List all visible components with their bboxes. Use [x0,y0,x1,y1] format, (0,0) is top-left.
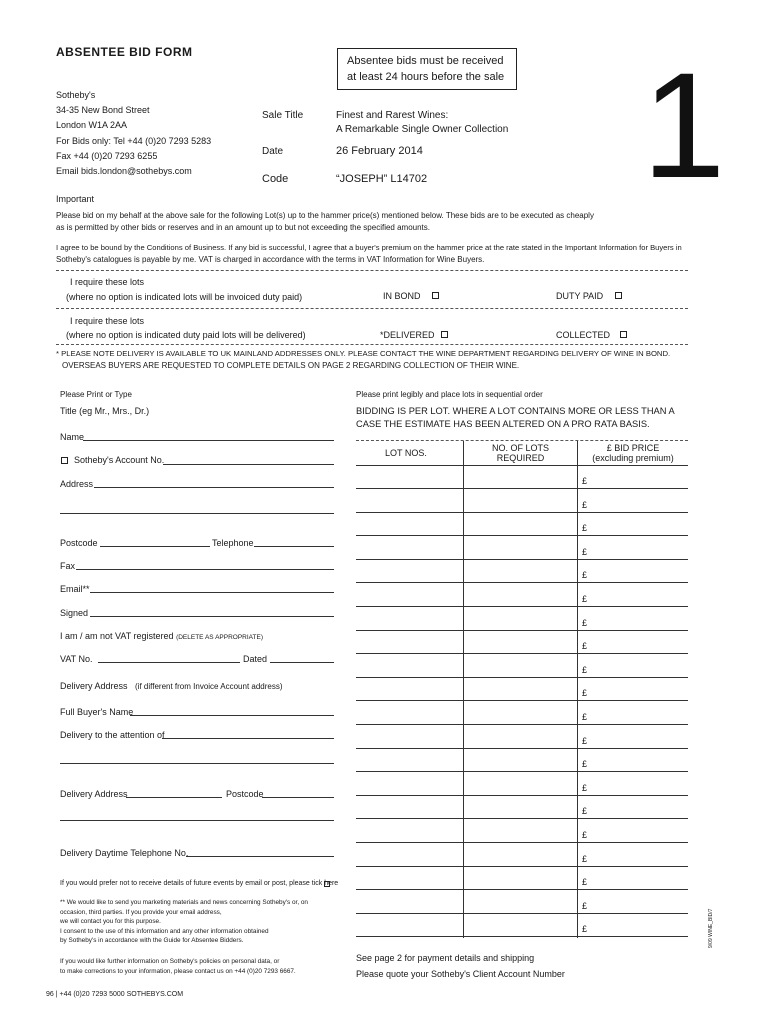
delivery-note-line1: * PLEASE NOTE DELIVERY IS AVAILABLE TO UK MAINLAND ADDRESSES ONLY. PLEASE CONTACT THE WINE DEPARTMENT REGARDING DELIVERY OF WINE IN BOND. [56,349,671,358]
col-no-of-lots [464,443,577,463]
duty-paid-label: DUTY PAID [556,291,604,301]
personal-data-line: to make corrections to your information, please contact us on +44 (0)20 7293 6667. [60,968,296,975]
important-p1-line2: as is permitted by other bids or reserves and in an amount up to but not exceeding the specified amounts. [56,223,430,232]
delivery-address-heading [60,681,283,691]
bid-row-line[interactable] [356,700,688,701]
address-field-label: Address [60,479,94,489]
address-line: London W1A 2AA [56,120,128,131]
bid-price-currency: £ [582,641,588,651]
delivery-address-title: Delivery Address [60,681,128,691]
bid-table-col-divider [577,441,578,938]
bid-row-line[interactable] [356,677,688,678]
bid-row-line[interactable] [356,795,688,796]
personal-data-text [60,957,296,977]
option1-subtitle: (where no option is indicated lots will be invoiced duty paid) [66,292,303,302]
option2-subtitle: (where no option is indicated duty paid lots will be delivered) [66,330,306,340]
bid-row-line[interactable] [356,818,688,819]
col-bid-price-line2: (excluding premium) [592,453,674,463]
important-p1-line1: Please bid on my behalf at the above sale for the following Lot(s) up to the hammer price(s) mentioned below. These bids are to be executed as cheaply [56,211,594,220]
address-line: For Bids only: Tel +44 (0)20 7293 5283 [56,135,212,146]
delivery-phone-label: Delivery Daytime Telephone No. [60,848,189,858]
full-buyer-name-label: Full Buyer's Name [60,707,134,717]
bid-row-line[interactable] [356,842,688,843]
delivery-address-label: Delivery Address [60,789,128,799]
personal-data-line: If you would like further information on Sotheby's policies on personal data, or [60,958,280,965]
col-bid-price-line1: £ BID PRICE [606,443,660,453]
account-no-field[interactable] [163,464,334,465]
marketing-line: occasion, third parties. If you provide your email address, [60,908,222,916]
bid-row-line[interactable] [356,866,688,867]
form-title: ABSENTEE BID FORM [56,45,193,59]
bid-row-line[interactable] [356,913,688,914]
bid-price-currency: £ [582,712,588,722]
delivery-postcode-label: Postcode [226,789,264,799]
col-lot-nos: LOT NOS. [385,448,427,458]
bid-row-line[interactable] [356,606,688,607]
vat-registered-text: I am / am not VAT registered [60,631,174,641]
divider [56,270,688,271]
bidding-notice-line2: CASE THE ESTIMATE HAS BEEN ALTERED ON A PRO RATA BASIS. [356,419,650,429]
marketing-consent-text [60,898,308,946]
delivered-label: *DELIVERED [380,330,435,340]
bid-row-line[interactable] [356,936,688,937]
name-field[interactable] [83,440,334,441]
bid-table-header-rule [356,465,688,466]
bid-table-col-divider [463,441,464,938]
bid-price-currency: £ [582,854,588,864]
bid-price-currency: £ [582,665,588,675]
option2-title: I require these lots [70,316,145,326]
bidding-notice-line1: BIDDING IS PER LOT. WHERE A LOT CONTAINS MORE OR LESS THAN A [356,406,675,416]
postcode-field[interactable] [100,546,210,547]
sale-date-label: Date [262,146,284,157]
account-no-label: Sotheby's Account No. [74,455,165,465]
delivery-postcode-field[interactable] [262,797,334,798]
bid-price-currency: £ [582,500,588,510]
client-account-note: Please quote your Sotheby's Client Account Number [356,969,565,979]
sale-title-value-2: A Remarkable Single Owner Collection [336,124,509,135]
bid-price-currency: £ [582,618,588,628]
important-p2-line2: Sotheby's catalogues is payable by me. VAT is charged in accordance with the terms in VAT Information for Wine Buyers. [56,255,485,264]
bid-price-currency: £ [582,759,588,769]
delivery-attention-label: Delivery to the attention of [60,730,165,740]
vat-no-field[interactable] [98,662,240,663]
deadline-notice-line2: at least 24 hours before the sale [347,71,505,83]
bid-price-currency: £ [582,877,588,887]
marketing-line: we will contact you for this purpose. [60,918,161,925]
delivery-attention-field[interactable] [162,738,334,739]
bid-row-line[interactable] [356,512,688,513]
delivery-note-line2: OVERSEAS BUYERS ARE REQUESTED TO COMPLETE DETAILS ON PAGE 2 REGARDING COLLECTION OF THEIR WINE. [62,361,520,370]
marketing-line: by Sotheby's in accordance with the Guide for Absentee Bidders. [60,937,244,944]
bid-price-currency: £ [582,570,588,580]
deadline-notice-line1: Absentee bids must be received [347,55,504,67]
bid-row-line[interactable] [356,535,688,536]
delivery-phone-field[interactable] [186,856,334,857]
address-line: Email bids.london@sothebys.com [56,166,192,177]
delivery-address-field-line2[interactable] [60,820,334,821]
collected-checkbox[interactable] [620,331,627,338]
deadline-notice-box [337,48,517,90]
bid-price-currency: £ [582,806,588,816]
divider [56,344,688,345]
optout-checkbox[interactable] [324,881,330,887]
col-bid-price [578,443,688,463]
telephone-field[interactable] [254,546,334,547]
email-field[interactable] [90,592,334,593]
bid-row-line[interactable] [356,488,688,489]
duty-paid-checkbox[interactable] [615,292,622,299]
address-line: Fax +44 (0)20 7293 6255 [56,150,158,161]
bid-price-currency: £ [582,594,588,604]
bid-row-line[interactable] [356,748,688,749]
col-no-of-lots-line1: NO. OF LOTS [491,443,549,453]
name-field-label: Name [60,432,85,442]
title-field-label: Title (eg Mr., Mrs., Dr.) [60,406,150,416]
collected-label: COLLECTED [556,330,611,340]
vat-no-label: VAT No. [60,654,93,664]
bid-price-currency: £ [582,547,588,557]
marketing-line: ** We would like to send you marketing materials and news concerning Sotheby's or, on [60,899,308,906]
fax-label: Fax [60,561,76,571]
divider [56,308,688,309]
delivery-attention-field-line2[interactable] [60,763,334,764]
delivery-address-note: (if different from Invoice Account address) [135,682,283,691]
important-p2-line1: I agree to be bound by the Conditions of Business. If any bid is successful, I agree that a buyer's premium on the hammer price at the rate stated in the Important Information for Buyers in [56,243,682,252]
delivered-checkbox[interactable] [441,331,448,338]
in-bond-checkbox[interactable] [432,292,439,299]
sale-date-value: 26 February 2014 [336,145,423,157]
sale-title-label: Sale Title [262,110,304,121]
bid-row-line[interactable] [356,559,688,560]
sale-title-value-1: Finest and Rarest Wines: [336,110,449,121]
side-code: 9/09 WINE_BID/7 [708,908,714,948]
delivery-address-field[interactable] [126,797,222,798]
important-heading: Important [56,194,95,204]
sale-code-value: “JOSEPH” L14702 [336,173,428,185]
account-no-checkbox[interactable] [61,457,68,464]
address-line: Sotheby's [56,90,96,100]
bid-price-currency: £ [582,476,588,486]
address-line: 34-35 New Bond Street [56,105,150,116]
bid-row-line[interactable] [356,724,688,725]
print-or-type-heading: Please Print or Type [60,390,132,399]
bid-table-top-rule [356,440,688,441]
bid-price-currency: £ [582,688,588,698]
marketing-line: I consent to the use of this information and any other information obtained [60,927,269,935]
bid-row-line[interactable] [356,771,688,772]
telephone-label: Telephone [212,538,254,548]
fax-field[interactable] [76,569,334,570]
dated-label: Dated [243,654,268,664]
bid-price-currency: £ [582,901,588,911]
sothebys-address [56,88,211,179]
signature-field[interactable] [90,616,334,617]
full-buyer-name-field[interactable] [130,715,334,716]
page-section-number: 1 [642,41,726,209]
col-no-of-lots-line2: REQUIRED [496,453,545,463]
signed-label: Signed [60,608,89,618]
payment-details-note: See page 2 for payment details and shipping [356,953,535,963]
email-label: Email** [60,584,90,594]
optout-text: If you would prefer not to receive details of future events by email or post, please tick here [60,880,339,887]
bid-row-line[interactable] [356,653,688,654]
option1-title: I require these lots [70,277,145,287]
bid-row-line[interactable] [356,582,688,583]
bid-price-currency: £ [582,924,588,934]
page-footer: 96 | +44 (0)20 7293 5000 SOTHEBYS.COM [46,991,184,998]
bid-price-currency: £ [582,736,588,746]
in-bond-label: IN BOND [383,291,421,301]
vat-registered-note: (DELETE AS APPROPRIATE) [176,634,263,641]
dated-field[interactable] [270,662,334,663]
address-field-line1[interactable] [94,487,334,488]
bid-price-currency: £ [582,830,588,840]
bid-price-currency: £ [582,523,588,533]
bid-row-line[interactable] [356,889,688,890]
vat-registered-label [60,631,263,641]
bid-table-heading: Please print legibly and place lots in sequential order [356,390,543,399]
bid-row-line[interactable] [356,630,688,631]
sale-code-label: Code [262,173,289,185]
postcode-label: Postcode [60,538,98,548]
bid-price-currency: £ [582,783,588,793]
address-field-line2[interactable] [60,513,334,514]
